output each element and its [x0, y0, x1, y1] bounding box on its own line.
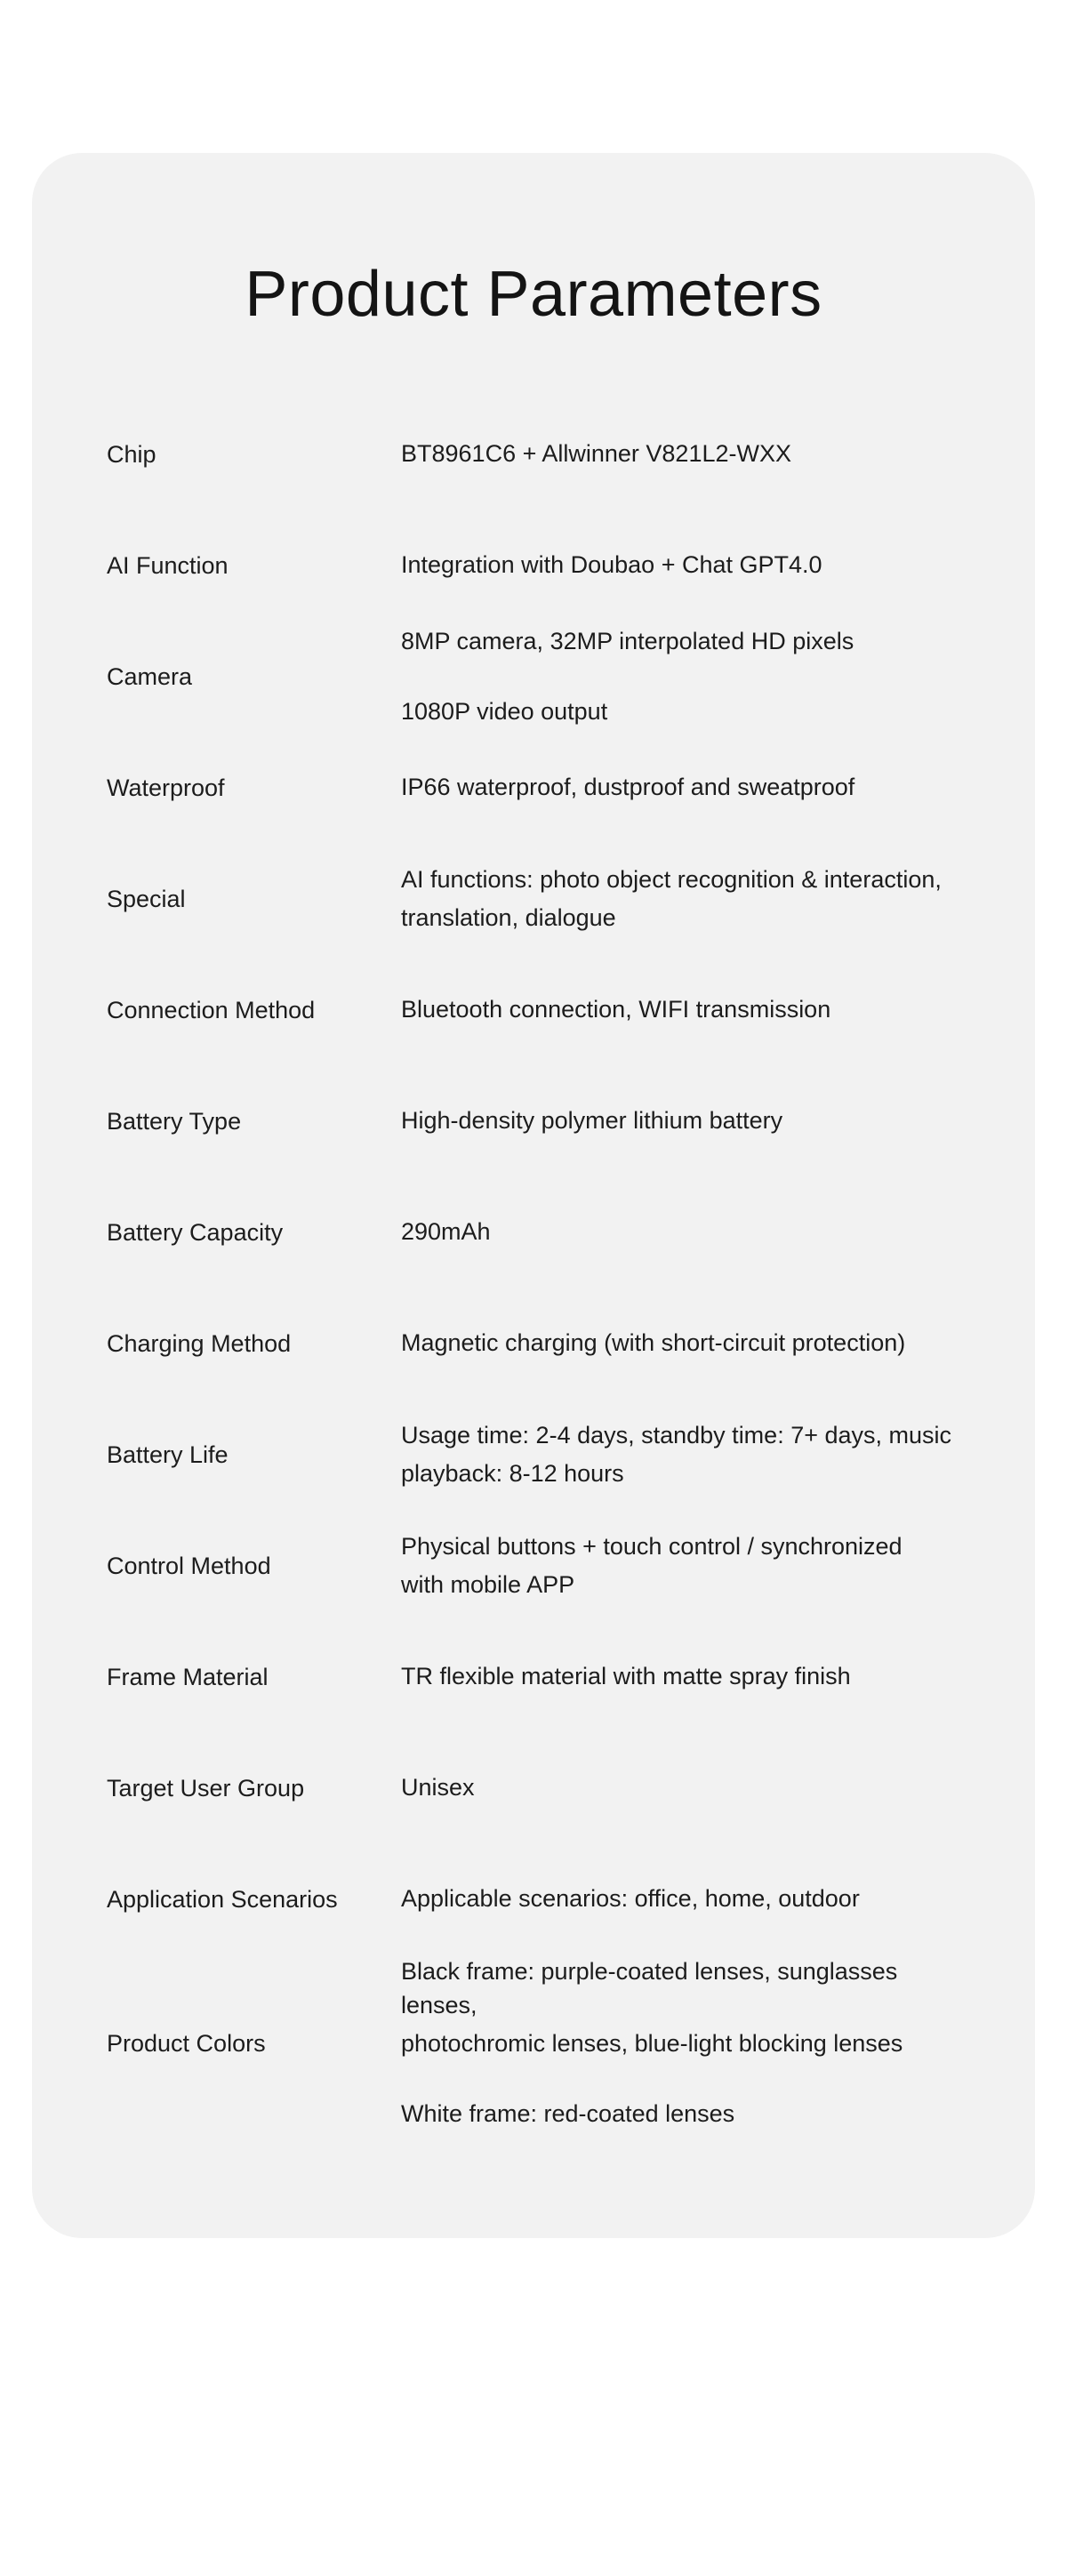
table-row — [107, 1954, 960, 2131]
spec-value — [400, 954, 960, 1065]
spec-label: Battery Type — [107, 1107, 242, 1135]
table-row — [107, 1288, 960, 1399]
spec-label: Camera — [107, 662, 193, 690]
specifications-body — [107, 398, 960, 2131]
spec-value-line: White frame: red-coated lenses — [401, 2100, 735, 2128]
spec-label: Chip — [107, 440, 156, 468]
spec-value — [400, 732, 960, 843]
table-row — [107, 1399, 960, 1510]
spec-label: Charging Method — [107, 1329, 292, 1357]
spec-value — [400, 1176, 960, 1288]
table-row — [107, 1732, 960, 1843]
table-row — [107, 1510, 960, 1621]
table-row — [107, 510, 960, 621]
spec-value-line: Unisex — [401, 1774, 475, 1802]
table-row — [107, 954, 960, 1065]
spec-value-line: 290mAh — [401, 1218, 491, 1246]
spec-label: Application Scenarios — [107, 1885, 338, 1913]
spec-label: Control Method — [107, 1552, 271, 1579]
spec-label: Special — [107, 885, 186, 912]
spec-value-line: translation, dialogue — [401, 903, 616, 931]
spec-value — [400, 510, 960, 621]
spec-value-line: Bluetooth connection, WIFI transmission — [401, 996, 831, 1023]
spec-value-line: AI functions: photo object recognition & interaction, — [401, 865, 942, 893]
spec-value — [400, 1621, 960, 1732]
spec-value — [400, 1843, 960, 1954]
spec-label: AI Function — [107, 551, 229, 579]
spec-label: Waterproof — [107, 774, 225, 801]
spec-value-line: Magnetic charging (with short-circuit protection) — [401, 1329, 906, 1357]
spec-label: Battery Life — [107, 1440, 229, 1468]
spec-value — [400, 1510, 960, 1621]
spec-label: Product Colors — [107, 2029, 266, 2057]
spec-value-line: 1080P video output — [401, 697, 608, 725]
spec-value — [400, 1065, 960, 1176]
spec-value — [400, 621, 960, 732]
spec-value — [400, 1288, 960, 1399]
spec-value — [400, 398, 960, 510]
table-row — [107, 843, 960, 954]
specifications-table — [107, 398, 960, 2131]
spec-value-line: Black frame: purple-coated lenses, sunglasses lenses, — [401, 1958, 898, 2018]
spec-value — [400, 1732, 960, 1843]
spec-value-line: TR flexible material with matte spray finish — [401, 1663, 851, 1690]
spec-label: Connection Method — [107, 996, 316, 1023]
spec-value — [400, 843, 960, 954]
spec-value-line: Usage time: 2-4 days, standby time: 7+ days, music — [401, 1421, 952, 1448]
table-row — [107, 398, 960, 510]
spec-value — [400, 1954, 960, 2131]
spec-value-line: High-density polymer lithium battery — [401, 1107, 783, 1135]
spec-value-line: Applicable scenarios: office, home, outdoor — [401, 1885, 860, 1913]
spec-value-line: photochromic lenses, blue-light blocking lenses — [401, 2029, 903, 2057]
spec-value-line: with mobile APP — [401, 1570, 575, 1598]
spec-value — [400, 1399, 960, 1510]
spec-label: Frame Material — [107, 1663, 269, 1690]
spec-value-line: IP66 waterproof, dustproof and sweatproof — [401, 774, 855, 801]
table-row — [107, 1065, 960, 1176]
spec-value-line: 8MP camera, 32MP interpolated HD pixels — [401, 627, 854, 654]
table-row — [107, 621, 960, 732]
table-row — [107, 1621, 960, 1732]
spec-value-line: Integration with Doubao + Chat GPT4.0 — [401, 551, 822, 579]
spec-value-line: BT8961C6 + Allwinner V821L2-WXX — [401, 440, 791, 468]
page-title: Product Parameters — [245, 259, 822, 330]
table-row — [107, 732, 960, 843]
spec-label: Battery Capacity — [107, 1218, 284, 1246]
spec-value-line: playback: 8-12 hours — [401, 1459, 624, 1487]
product-parameters-card — [32, 153, 1035, 2238]
spec-value-line: Physical buttons + touch control / synchronized — [401, 1532, 903, 1560]
table-row — [107, 1176, 960, 1288]
table-row — [107, 1843, 960, 1954]
spec-label: Target User Group — [107, 1774, 305, 1802]
